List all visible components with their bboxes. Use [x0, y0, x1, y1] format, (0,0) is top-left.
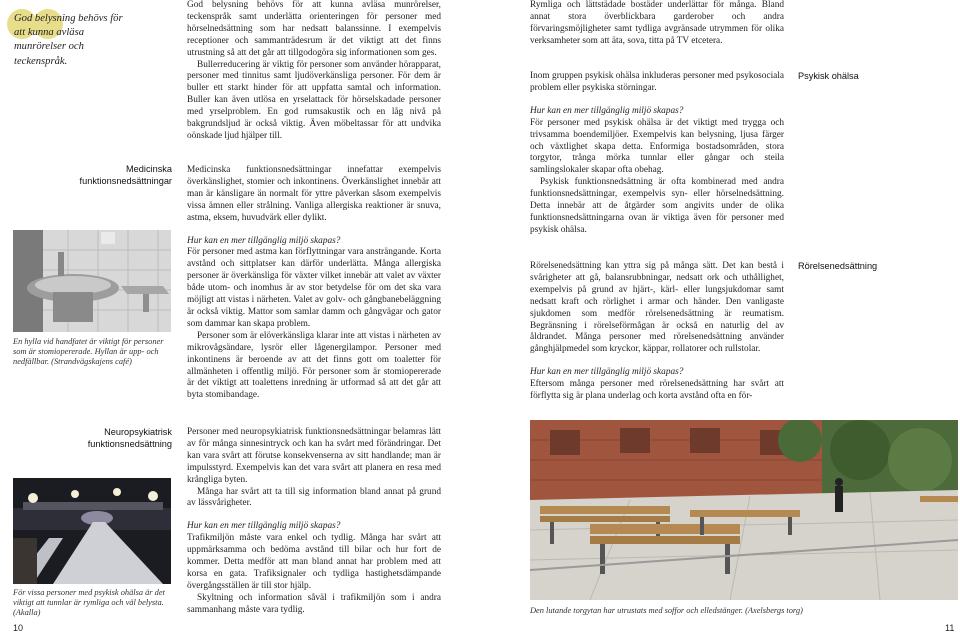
- text-col-left-medicinska: [187, 165, 441, 402]
- text-col-left-neuro: [187, 427, 441, 617]
- paragraph: Personer som är elöverkänsliga klarar inte att vistas i närheten av mikrovågsändare, lysrör eller lågenergilampor. Personer med inkontinens är beroende av att det finns gott om toaletter för allmänheten i offentlig miljö. För personer som är stomiopererade är det viktigt att toalettens inredning är utformad så att det går att byta stomibandage.: [187, 330, 441, 401]
- paragraph: Skyltning och information såväl i trafikmiljön som i andra sammanhang måste vara tydlig.: [187, 592, 441, 615]
- pull-quote-text: God belysning behövs för att kunna avläsa munrörelser och teckenspråk.: [14, 13, 123, 67]
- square-caption: Den lutande torgytan har utrustats med soffor och elledstänger. (Axelsbergs torg): [530, 606, 803, 615]
- heading-neuro: Neuropsykiatrisk funktionsnedsättning: [87, 427, 172, 449]
- text-col-left-top: [187, 0, 441, 143]
- paragraph: Rymliga och lättstädade bostäder underlättar för många. Bland annat stora överblickbara garderober och andra förvaringsmöjligheter samt tydliga avgränsade utrymmen för olika verksamheter som att äta, sova, titta på TV etcetera.: [530, 0, 784, 46]
- page-number-right: 11: [945, 623, 955, 633]
- paragraph: Medicinska funktionsnedsättningar innefattar exempelvis överkänslighet, stomier och inkontinens. Överkänslighet innebär att man är känsligare än normalt för yttre påverkan såsom exempelvis vissa ämnen eller strålning. Vanliga allergiska reaktioner är snuva, astma, eksem, huvudvärk eller dylikt.: [187, 165, 441, 223]
- page-number-left: 10: [13, 623, 24, 633]
- heading-rorelse: Rörelsenedsättning: [798, 261, 878, 271]
- heading-medicinska: Medicinska funktionsnedsättningar: [79, 164, 172, 186]
- tunnel-photo: [13, 478, 171, 584]
- paragraph: Personer med neuropsykiatrisk funktionsnedsättningar belamras lätt av för många sinnesintryck och kan ha svårt med förändringar. Det kan vara svårt att förutse konsekvenserna av sitt handlande; man är impulsstyrd. Exempelvis kan det vara svårt att planera en resa med krångliga byten.: [187, 427, 441, 485]
- sink-photo: [13, 230, 171, 332]
- tunnel-caption: För vissa personer med psykisk ohälsa är det viktigt att tunnlar är rymliga och väl belysta. (Akalla): [13, 588, 165, 617]
- paragraph: God belysning behövs för att kunna avläsa munrörelser, teckenspråk samt underlätta orienteringen för personer med hörselnedsättning som har nedsatt balanssinne. I exempelvis receptioner och sammanträdesrum är det viktigt att det finns utrustning så att det går att tillgodogöra sig informationen som ges.: [187, 0, 441, 58]
- subheading: Hur kan en mer tillgänglig miljö skapas?: [187, 235, 341, 246]
- paragraph: Inom gruppen psykisk ohälsa inkluderas personer med psykosociala problem eller psykiska störningar.: [530, 71, 784, 93]
- subheading: Hur kan en mer tillgänglig miljö skapas?: [530, 367, 684, 378]
- paragraph: Många har svårt att ta till sig information bland annat på grund av lässvårigheter.: [187, 486, 441, 509]
- paragraph: Bullerreducering är viktig för personer som använder hörapparat, personer med tinnitus samt ljudöverkänsliga personer. För dem är buller ett starkt hinder för att uppfatta samtal och information. Buller kan även utlösa en yrselattack för hörselskadade personer med yrselproblem. En god rumsakustik och en låg nivå på bakgrundsljud är också viktig. Även möbeltassar för att undvika oönskade ljud hjälper till.: [187, 59, 441, 141]
- text-col-right-top: [530, 0, 784, 48]
- paragraph: Eftersom många personer med rörelsenedsättning har svårt att förflytta sig är plana underlag och korta avstånd ofta en för-: [530, 379, 784, 402]
- text-col-right-psykisk: [530, 71, 784, 237]
- pull-quote: [4, 2, 134, 67]
- paragraph: Rörelsenedsättning kan yttra sig på många sätt. Det kan bestå i svårigheter att gå, balansrubbningar, nedsatt ork och uthållighet, exempelvis på grund av hjärt-, kärl- eller lungsjukdomar samt nedsatt kraft och rörlighet i armar och händer. Den vanligaste sjukdomen som medför rörelsenedsättning är reumatism. Begränsning i rörelseförmågan är också en naturlig del av åldrandet. Många personer med rörelsenedsättning använder gånghjälpmedel som kryckor, käppar, rollatorer och rullstolar.: [530, 261, 784, 355]
- paragraph: För personer med psykisk ohälsa är det viktigt med trygga och trivsamma boendemiljöer. Exempelvis kan belysning, ljusa färger och växtlighet skapa detta. Enformiga bostadsområden, stora torgytor, trånga mörka tunnlar eller gångar och steila samlingslokaler skapar ofta obehag.: [530, 117, 784, 176]
- paragraph: För personer med astma kan förflyttningar vara ansträngande. Korta avstånd och sittplatser kan därför underlätta. Många allergiska personer är överkänsliga för växter vilket innebär att valet av växter både utom- och inomhus är av stor betydelse för om det ska vara möjligt att vistas i närheten. Valet av golv- och gångbanebeläggning är också viktig. Mattor som samlar damm och gångvägar och gator som dammar kan skapa problem.: [187, 247, 441, 329]
- paragraph: Psykisk funktionsnedsättning är ofta kombinerad med andra funktionsnedsättningar, exempelvis syn- eller hörselnedsättning. Detta innebär att de åtgärder som angivits under de olika funktionsnedsättningarna ovan är viktiga även för personer med psykisk ohälsa.: [530, 177, 784, 235]
- paragraph: Trafikmiljön måste vara enkel och tydlig. Många har svårt att uppmärksamma och bedöma avstånd till bilar och hur fort de kommer. Detta medför att man bland annat har problem med att korsa en gata. Trafiksignaler och tydliga hastighetsdämpande övergångsställen är till stor hjälp.: [187, 533, 441, 591]
- subheading: Hur kan en mer tillgänglig miljö skapas?: [187, 521, 341, 532]
- subheading: Hur kan en mer tillgänglig miljö skapas?: [530, 105, 684, 116]
- square-photo: [530, 420, 958, 600]
- text-col-right-rorelse: [530, 261, 784, 403]
- sink-caption: En hylla vid handfatet är viktigt för personer som är stomiopererade. Hyllan är upp- och nedfällbar. (Strandvägskajens café): [13, 337, 164, 366]
- heading-psykisk: Psykisk ohälsa: [798, 71, 859, 81]
